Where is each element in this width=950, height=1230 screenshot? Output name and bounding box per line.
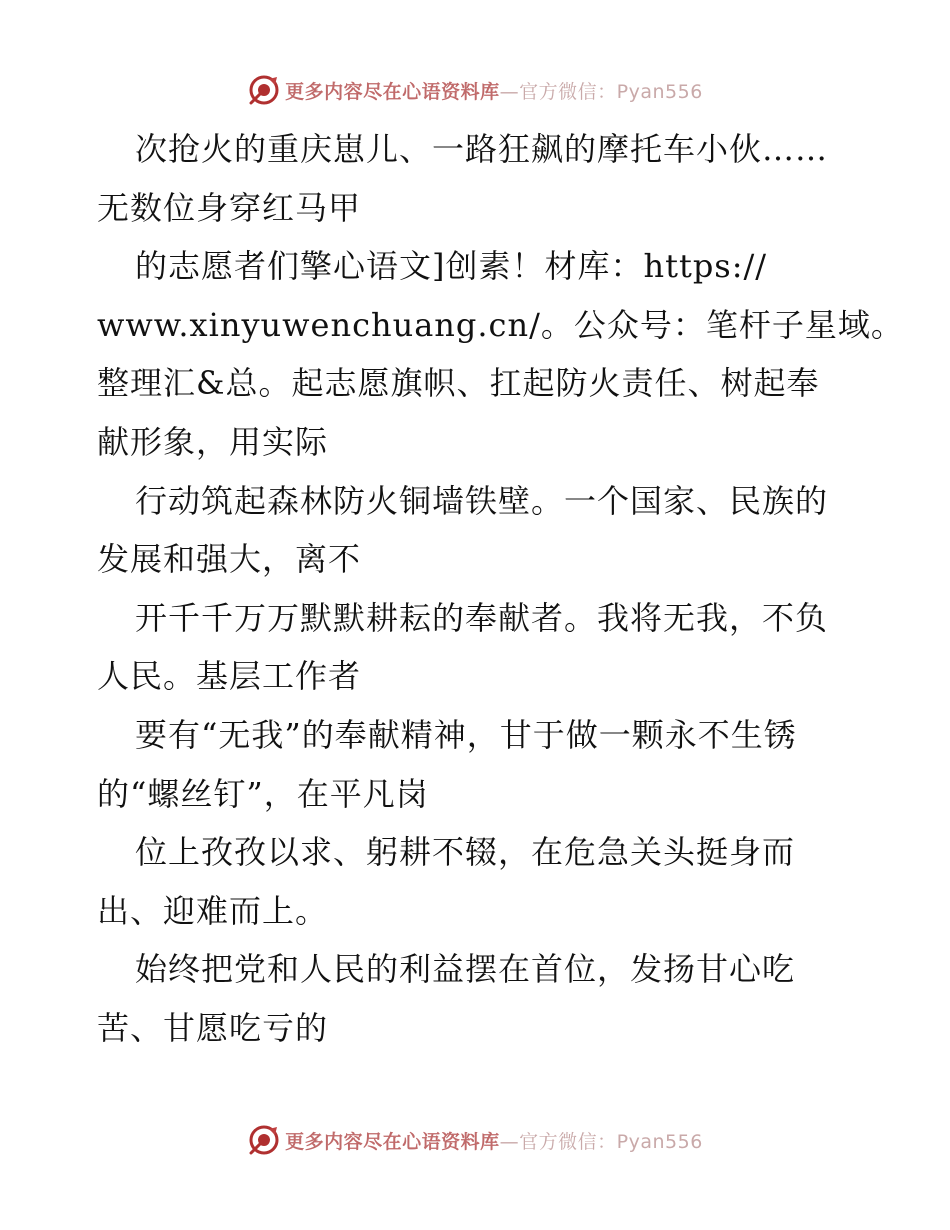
footer-banner-text	[285, 1127, 703, 1154]
text-line: 的“螺丝钉”，在平凡岗	[97, 774, 429, 813]
text-line: 发展和强大，离不	[97, 540, 362, 579]
text-line: 献形象，用实际	[97, 422, 329, 461]
header-banner-text	[285, 77, 703, 104]
text-line: 无数位身穿红马甲	[97, 188, 362, 227]
footer-wechat-text: —官方微信：Pyan556	[499, 1130, 703, 1153]
footer-banner	[0, 1120, 950, 1160]
text-line: 整理汇&总。起志愿旗帜、扛起防火责任、树起奉	[97, 364, 820, 403]
header-wechat-text: —官方微信：Pyan556	[499, 80, 703, 103]
text-line: 要有“无我”的奉献精神，甘于做一颗永不生锈	[135, 715, 797, 754]
text-line: 开千千万万默默耕耘的奉献者。我将无我，不负	[135, 598, 829, 637]
text-line: www.xinyuwenchuang.cn/。公众号：笔杆子星域。	[97, 305, 904, 344]
text-line: 行动筑起森林防火铜墙铁壁。一个国家、民族的	[135, 481, 829, 520]
text-line: 人民。基层工作者	[97, 657, 362, 696]
text-line: 次抢火的重庆崽儿、一路狂飙的摩托车小伙……	[135, 130, 829, 168]
footer-site-text: 更多内容尽在心语资料库	[285, 1130, 500, 1153]
text-line: 始终把党和人民的利益摆在首位，发扬甘心吃	[135, 950, 796, 989]
red-seal-pen-icon	[247, 1123, 281, 1157]
header-banner	[0, 70, 950, 110]
text-line: 位上孜孜以求、躬耕不辍，在危急关头挺身而	[135, 833, 796, 872]
header-site-text: 更多内容尽在心语资料库	[285, 80, 500, 103]
text-line: 的志愿者们擎心语文]创素！材库：https://	[135, 247, 768, 286]
red-seal-pen-icon	[247, 73, 281, 107]
text-line: 出、迎难而上。	[97, 891, 329, 930]
document-body	[97, 120, 904, 1058]
text-line: 苦、甘愿吃亏的	[97, 1008, 329, 1047]
